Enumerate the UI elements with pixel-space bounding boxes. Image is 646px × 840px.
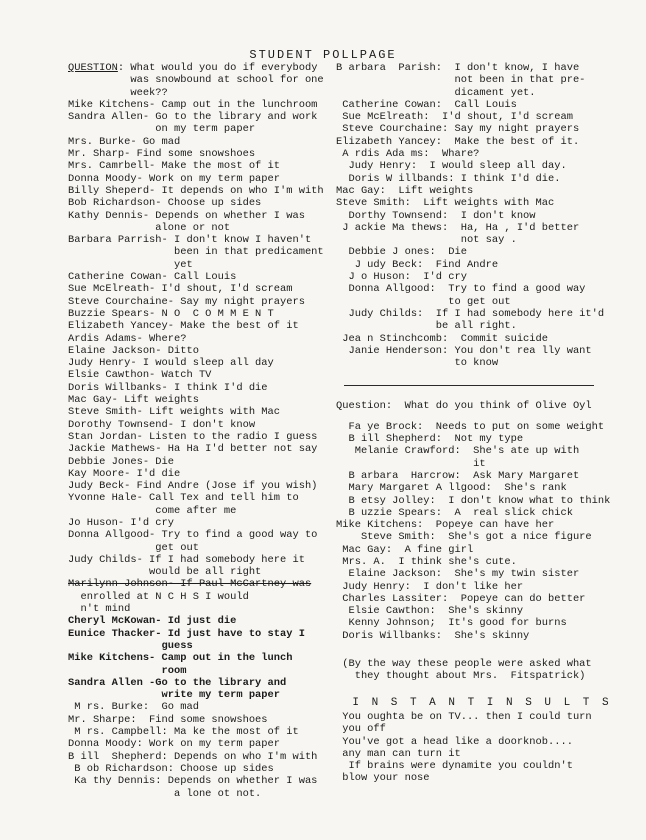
response-line: Judy Childs: If I had somebody here it'd [336, 307, 605, 320]
response-line: B arbara Harcrow: Ask Mary Margaret [336, 469, 580, 482]
insults-list [336, 711, 628, 785]
right-responses-q2 [336, 421, 628, 642]
response-line: Eunice Thacker- Id just have to stay I [68, 627, 305, 640]
response-line: B uzzie Spears: A real slick chick [336, 506, 573, 519]
response-line: Mac Gay: Lift weights [336, 184, 474, 197]
page-title: STUDENT POLLPAGE [249, 48, 397, 62]
response-line: Elaine Jackson: She's my twin sister [336, 568, 580, 581]
response-line: Billy Sheperd- It depends on who I'm with [68, 184, 324, 197]
spacer [336, 642, 628, 650]
response-line: Mike Kitchens- Camp out in the lunch [68, 652, 293, 665]
left-column [68, 62, 340, 800]
response-line: Mrs. A. I think she's cute. [336, 555, 517, 568]
response-line: Mac Gay- Lift weights [68, 394, 199, 407]
response-line: J udy Beck: Find Andre [336, 258, 499, 271]
question-2: Question: What do you think of Olive Oyl [336, 400, 592, 413]
response-line: QUESTION: What would you do if everybody [68, 62, 318, 74]
response-line: Marilynn Johnson- If Paul McCartney was [68, 578, 312, 591]
response-line: Judy Childs- If I had somebody here it [68, 553, 305, 566]
response-line: Judy Henry: I don't like her [336, 580, 524, 593]
response-line: Judy Henry: I would sleep all day. [336, 160, 567, 173]
response-line: Elsie Cawthon- Watch TV [68, 369, 212, 382]
response-line: be all right. [336, 320, 517, 333]
response-line: Donna Moody: Work on my term paper [68, 738, 281, 751]
insult-line: You oughta be on TV... then I could turn [336, 710, 592, 723]
response-line: Barbara Parrish- I don't know I haven't [68, 234, 312, 247]
section-divider [344, 385, 594, 386]
response-line: Catherine Cowan- Call Louis [68, 271, 237, 284]
spacer [336, 413, 628, 421]
insult-line: blow your nose [336, 772, 430, 785]
response-line: Doris Willbanks: She's skinny [336, 629, 530, 642]
response-line: Steve Smith- Lift weights with Mac [68, 406, 281, 419]
response-line: Elizabeth Yancey- Make the best of it [68, 320, 299, 333]
note-line: they thought about Mrs. Fitspatrick) [336, 670, 586, 683]
insults-title: I N S T A N T I N S U L T S [352, 696, 612, 709]
response-line: Mike Kitchens: Popeye can have her [336, 519, 555, 532]
response-line: Mr. Sharpe: Find some snowshoes [68, 713, 268, 726]
response-line: yet [68, 258, 193, 271]
response-line: Kathy Dennis- Depends on whether I was [68, 209, 305, 222]
spacer [336, 683, 628, 691]
response-line: been in that predicament [68, 246, 324, 259]
response-line: Donna Allgood- Try to find a good way to [68, 529, 318, 542]
response-line: Buzzie Spears- N O C O M M E N T [68, 307, 274, 320]
response-line: Yvonne Hale- Call Tex and tell him to [68, 492, 299, 505]
response-line: Mary Margaret A llgood: She's rank [336, 482, 567, 495]
response-line: J o Huson: I'd cry [336, 271, 467, 284]
question-label: QUESTION [68, 62, 118, 74]
response-line: Mr. Sharp- Find some snowshoes [68, 148, 256, 161]
response-line: week?? [68, 86, 168, 99]
response-line: A rdis Ada ms: Whare? [336, 148, 480, 161]
insult-line: If brains were dynamite you couldn't [336, 760, 573, 773]
response-line: Mrs. Burke- Go mad [68, 135, 181, 148]
response-line: Elizabeth Yancey: Make the best of it. [336, 135, 580, 148]
insult-line: You've got a head like a doorknob.... [336, 735, 573, 748]
response-line: M rs. Campbell: Ma ke the most of it [68, 726, 299, 739]
response-line: to know [336, 357, 499, 370]
response-line: Melanie Crawford: She's ate up with [336, 445, 580, 458]
response-line: Jackie Mathews- Ha Ha I'd better not say [68, 443, 318, 456]
response-line: Dorothy Townsend- I don't know [68, 418, 256, 431]
response-line: J ackie Ma thews: Ha, Ha , I'd better [336, 221, 580, 234]
response-line: Stan Jordan- Listen to the radio I guess [68, 430, 318, 443]
response-line: Steve Smith: Lift weights with Mac [336, 197, 555, 210]
response-line: Donna Allgood: Try to find a good way [336, 283, 586, 296]
response-line: Doris W illbands: I think I'd die. [336, 172, 561, 185]
response-line: not been in that pre- [336, 74, 586, 87]
response-line: Sue McElreath: I'd shout, I'd scream [336, 111, 573, 124]
response-line: Bob Richardson- Choose up sides [68, 197, 262, 210]
response-line: Elsie Cawthon: She's skinny [336, 605, 524, 618]
response-line: Kenny Johnson; It's good for burns [336, 617, 567, 630]
response-line: B arbara Parish: I don't know, I have [336, 62, 580, 74]
response-line: would be all right [68, 566, 262, 579]
response-line: room [68, 664, 187, 677]
response-line: Mac Gay: A fine girl [336, 543, 474, 556]
response-line: Sandra Allen- Go to the library and work [68, 111, 318, 124]
response-line: get out [68, 541, 199, 554]
response-line: Judy Beck- Find Andre (Jose if you wish) [68, 480, 318, 493]
response-line: Steve Courchaine- Say my night prayers [68, 295, 305, 308]
right-column [336, 62, 628, 785]
response-line: Kay Moore- I'd die [68, 467, 181, 480]
response-line: dicament yet. [336, 86, 536, 99]
response-line: Jo Huson- I'd cry [68, 516, 175, 529]
response-line: Doris Willbanks- I think I'd die [68, 381, 268, 394]
response-line: Sue McElreath- I'd shout, I'd scream [68, 283, 293, 296]
response-line: Cheryl McKowan- Id just die [68, 615, 237, 628]
response-line: Debbie Jones- Die [68, 455, 175, 468]
right-responses-q1 [336, 62, 628, 369]
response-line: guess [68, 639, 193, 652]
response-line: B ill Shepherd: Not my type [336, 433, 524, 446]
response-line: was snowbound at school for one [68, 74, 324, 87]
response-line: Sandra Allen -Go to the library and [68, 676, 287, 689]
response-line: Fa ye Brock: Needs to put on some weight [336, 420, 605, 433]
response-line: Donna Moody- Work on my term paper [68, 172, 281, 185]
response-line: Steve Smith: She's got a nice figure [336, 531, 592, 544]
response-line: Jea n Stinchcomb: Commit suicide [336, 332, 549, 345]
response-line: Judy Henry- I would sleep all day [68, 357, 274, 370]
response-line: come after me [68, 504, 237, 517]
response-line: enrolled at N C H S I would [68, 590, 249, 603]
response-line: B ill Shepherd: Depends on who I'm with [68, 750, 318, 763]
response-line: Dorthy Townsend: I don't know [336, 209, 536, 222]
response-line: a lone ot not. [68, 787, 262, 800]
response-line: Elaine Jackson- Ditto [68, 344, 199, 357]
response-line: Catherine Cowan: Call Louis [336, 98, 517, 111]
response-line: B etsy Jolley: I don't know what to think [336, 494, 611, 507]
response-line: Ardis Adams- Where? [68, 332, 187, 345]
response-line: write my term paper [68, 689, 281, 702]
response-line: Ka thy Dennis: Depends on whether I was [68, 775, 318, 788]
note-line: (By the way these people were asked what [336, 658, 592, 671]
spacer [336, 650, 628, 658]
response-line: to get out [336, 295, 511, 308]
response-line: Mrs. Camrbell- Make the most of it [68, 160, 281, 173]
insult-line: any man can turn it [336, 747, 461, 760]
response-line: alone or not [68, 221, 231, 234]
response-line: n't mind [68, 603, 131, 616]
response-line: Janie Henderson: You don't rea lly want [336, 344, 592, 357]
response-line: on my term paper [68, 123, 256, 136]
response-line: Charles Lassiter: Popeye can do better [336, 592, 586, 605]
note-text [336, 658, 628, 683]
response-line: not say . [336, 234, 517, 247]
response-line: B ob Richardson: Choose up sides [68, 762, 274, 775]
response-line: Mike Kitchens- Camp out in the lunchroom [68, 98, 318, 111]
response-line: Steve Courchaine: Say my night prayers [336, 123, 580, 136]
response-line: Debbie J ones: Die [336, 246, 467, 259]
response-line: it [336, 457, 486, 470]
insult-line: you off [336, 723, 386, 736]
response-line: M rs. Burke: Go mad [68, 701, 199, 714]
